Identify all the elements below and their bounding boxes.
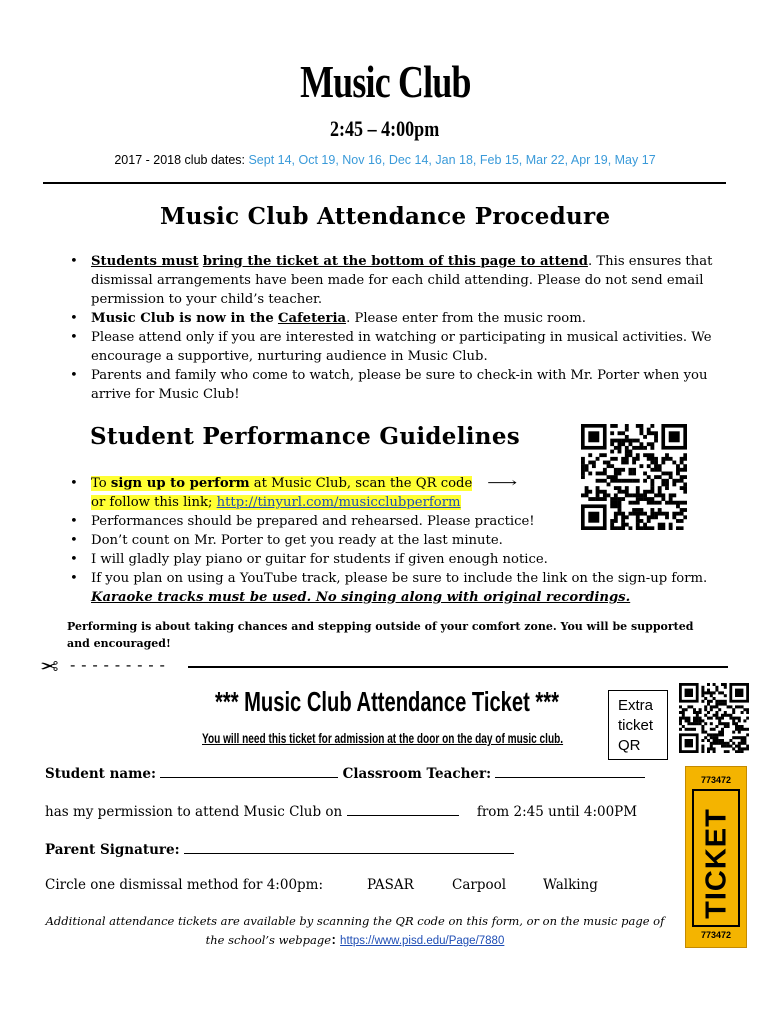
list-item: • Students must bring the ticket at the bottom of this page to attend. This ensures that dismissal arrangements have been made for each child attending. Please do not send email permission to your child’s teacher. xyxy=(65,252,725,309)
extra-ticket-box: Extra ticket QR xyxy=(608,690,668,760)
guidelines-list xyxy=(65,474,715,607)
cut-line xyxy=(188,666,728,668)
procedure-list xyxy=(65,252,725,404)
club-dates-list: Sept 14, Oct 19, Nov 16, Dec 14, Jan 18, Feb 15, Mar 22, Apr 19, May 17 xyxy=(248,153,656,167)
list-item: • If you plan on using a YouTube track, please be sure to include the link on the sign-up form. Karaoke tracks must be used. No singing along with original recordings. xyxy=(65,569,715,607)
arrow-right-icon: ⟶ xyxy=(486,476,517,491)
dismissal-line: Circle one dismissal method for 4:00pm: xyxy=(45,877,324,893)
procedure-heading: Music Club Attendance Procedure xyxy=(160,203,611,230)
stub-number-top: 773472 xyxy=(700,775,732,785)
signup-link[interactable]: http://tinyurl.com/musicclubperform xyxy=(216,495,461,510)
dismissal-option-walking[interactable]: Walking xyxy=(543,877,598,893)
parent-signature-line: Parent Signature: xyxy=(45,840,514,858)
club-dates xyxy=(0,153,770,167)
ticket-title: *** Music Club Attendance Ticket *** xyxy=(215,686,559,717)
parent-signature-field[interactable] xyxy=(184,840,514,854)
page-title: Music Club xyxy=(299,56,471,107)
cut-dashes: - - - - - - - - - xyxy=(70,656,166,674)
date-field[interactable] xyxy=(347,802,459,816)
list-item: • Parents and family who come to watch, please be sure to check-in with Mr. Porter when you arrive for Music Club! xyxy=(65,366,725,404)
club-dates-label: 2017 - 2018 club dates: xyxy=(114,153,249,167)
list-item: • Please attend only if you are interested in watching or participating in musical activities. We encourage a supportive, nurturing audience in Music Club. xyxy=(65,328,725,366)
extra-ticket-qr-code[interactable] xyxy=(679,683,749,753)
scissors-icon: ✂ xyxy=(40,655,59,680)
student-name-line: Student name: Classroom Teacher: xyxy=(45,764,645,782)
list-item: • To sign up to perform at Music Club, scan the QR code ⟶ or follow this link; http://tinyurl.com/musicclubperform xyxy=(65,474,715,512)
list-item: • Music Club is now in the Cafeteria. Please enter from the music room. xyxy=(65,309,725,328)
dismissal-option-carpool[interactable]: Carpool xyxy=(452,877,507,893)
student-name-field[interactable] xyxy=(160,764,338,778)
ticket-subtitle: You will need this ticket for admission at the door on the day of music club. xyxy=(202,730,564,746)
list-item: • I will gladly play piano or guitar for students if given enough notice. xyxy=(65,550,715,569)
ticket-footer: Additional attendance tickets are available by scanning the QR code on this form, or on the music page of the school’s webpage: https://www.pisd.edu/Page/7880 xyxy=(45,914,665,948)
stub-word: TICKET xyxy=(700,808,733,919)
club-time: 2:45 – 4:00pm xyxy=(330,116,440,141)
ticket-stub-graphic xyxy=(685,766,747,948)
teacher-field[interactable] xyxy=(495,764,645,778)
list-item: • Performances should be prepared and rehearsed. Please practice! xyxy=(65,512,715,531)
header-divider xyxy=(43,182,726,184)
stub-number-bottom: 773472 xyxy=(700,930,732,940)
performance-note: Performing is about taking chances and stepping outside of your comfort zone. You will be supported and encouraged! xyxy=(67,620,694,650)
dismissal-option-pasar[interactable]: PASAR xyxy=(367,877,414,893)
music-page-link[interactable]: https://www.pisd.edu/Page/7880 xyxy=(340,935,505,947)
list-item: • Don’t count on Mr. Porter to get you ready at the last minute. xyxy=(65,531,715,550)
guidelines-heading: Student Performance Guidelines xyxy=(90,423,521,450)
permission-line: has my permission to attend Music Club on from 2:45 until 4:00PM xyxy=(45,804,638,820)
